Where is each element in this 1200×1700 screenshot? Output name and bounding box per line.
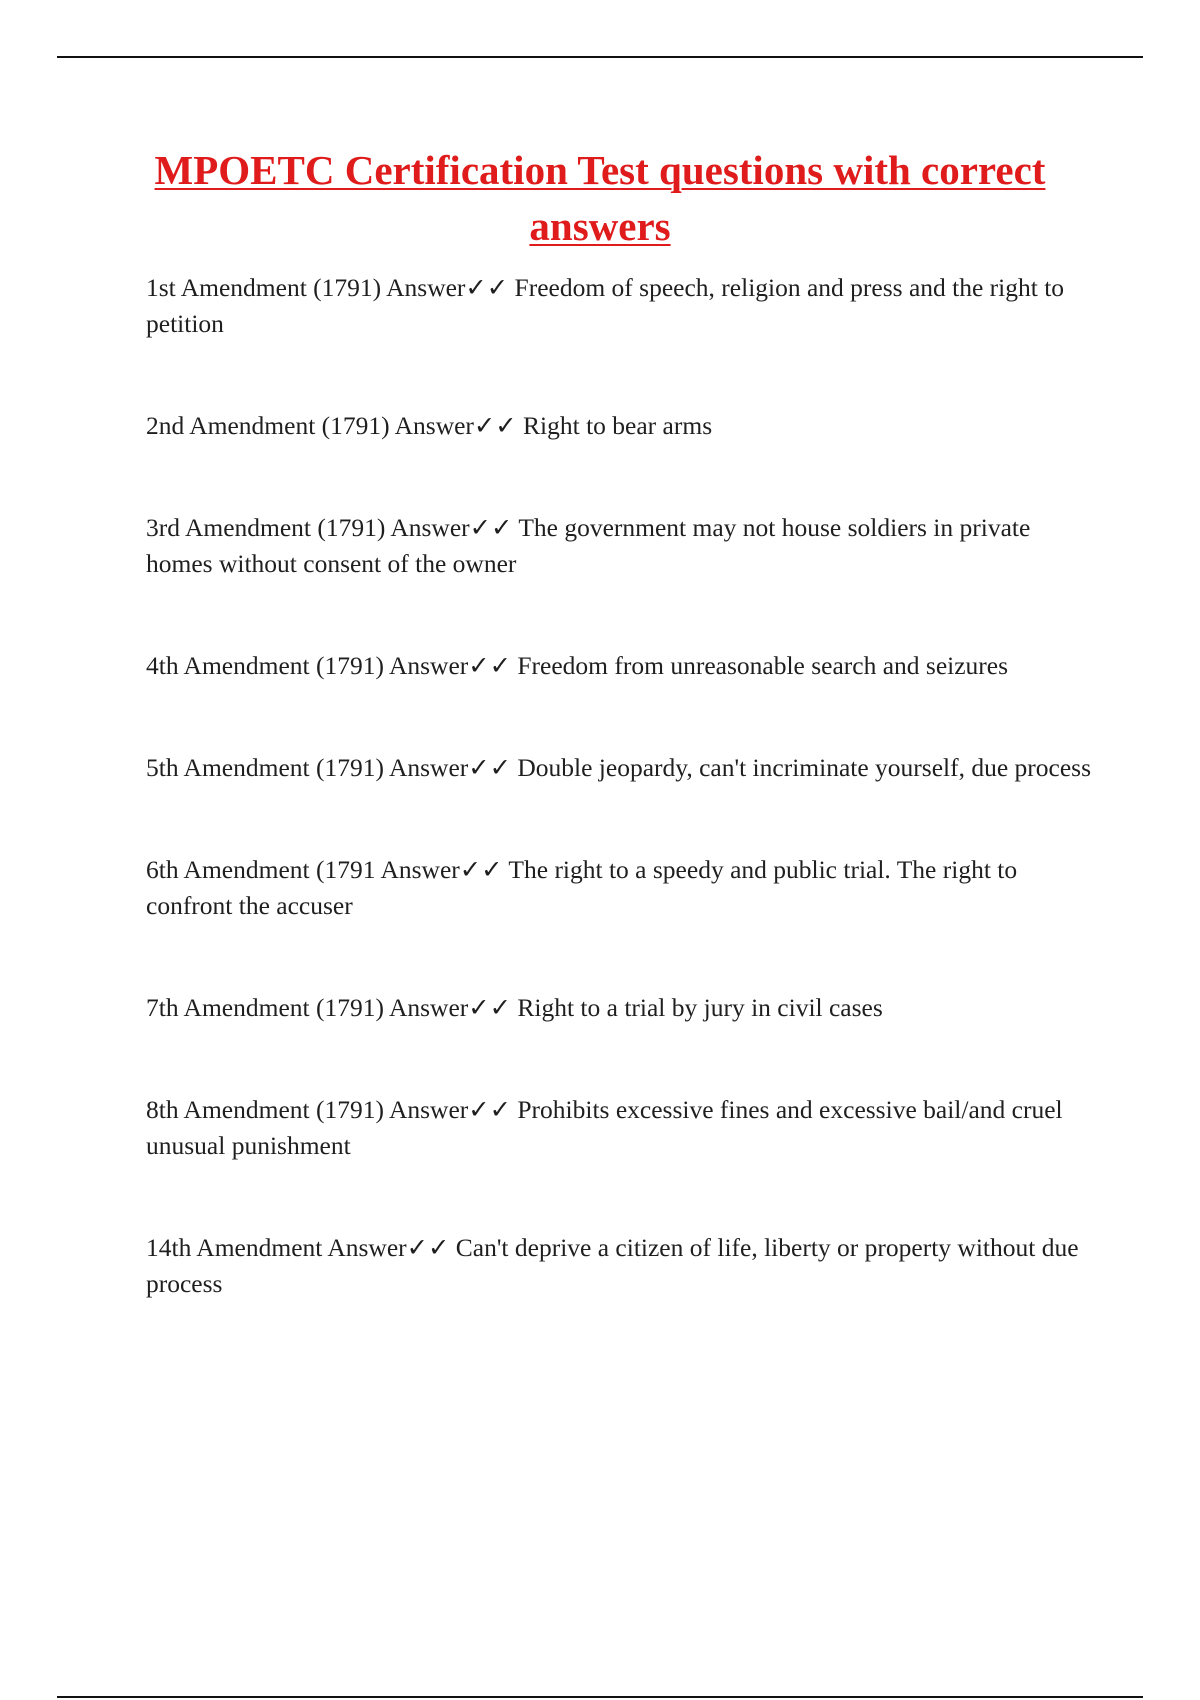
answer-marker: Answer✓✓ (388, 753, 511, 782)
answer-marker: Answer✓✓ (388, 651, 511, 680)
question-text: 2nd Amendment (1791) (146, 411, 390, 440)
qa-item (146, 750, 1096, 786)
top-rule (57, 56, 1143, 58)
qa-item (146, 510, 1096, 582)
answer-marker: Answer✓✓ (394, 411, 517, 440)
question-text: 1st Amendment (1791) (146, 273, 382, 302)
question-text: 14th Amendment (146, 1233, 323, 1262)
answer-text: Double jeopardy, can't incriminate yourself, due process (517, 753, 1092, 782)
question-text: 3rd Amendment (1791) (146, 513, 386, 542)
question-text: 7th Amendment (1791) (146, 993, 384, 1022)
answer-marker: Answer✓✓ (388, 1095, 511, 1124)
answer-text: The government may not house soldiers in private homes without consent of the owner (146, 513, 1031, 578)
answer-marker: Answer✓✓ (380, 855, 503, 884)
answer-text: Freedom from unreasonable search and seizures (517, 651, 1009, 680)
answer-text: Prohibits excessive fines and excessive bail/and cruel unusual punishment (146, 1095, 1063, 1160)
qa-list (146, 270, 1096, 1368)
document-title: MPOETC Certification Test questions with correct answers (154, 147, 1046, 249)
qa-item (146, 408, 1096, 444)
answer-text: The right to a speedy and public trial. The right to confront the accuser (146, 855, 1018, 920)
answer-marker: Answer✓✓ (390, 513, 513, 542)
answer-marker: Answer✓✓ (388, 993, 511, 1022)
qa-item (146, 1230, 1096, 1302)
answer-text: Freedom of speech, religion and press and the right to petition (146, 273, 1065, 338)
answer-text: Right to bear arms (523, 411, 713, 440)
answer-marker: Answer✓✓ (386, 273, 509, 302)
question-text: 8th Amendment (1791) (146, 1095, 384, 1124)
answer-text: Can't deprive a citizen of life, liberty or property without due process (146, 1233, 1079, 1298)
qa-item (146, 1092, 1096, 1164)
answer-marker: Answer✓✓ (327, 1233, 450, 1262)
qa-item (146, 990, 1096, 1026)
qa-item (146, 270, 1096, 342)
question-text: 6th Amendment (1791 (146, 855, 376, 884)
question-text: 5th Amendment (1791) (146, 753, 384, 782)
bottom-rule (57, 1696, 1143, 1698)
qa-item (146, 648, 1096, 684)
answer-text: Right to a trial by jury in civil cases (517, 993, 883, 1022)
question-text: 4th Amendment (1791) (146, 651, 384, 680)
qa-item (146, 852, 1096, 924)
